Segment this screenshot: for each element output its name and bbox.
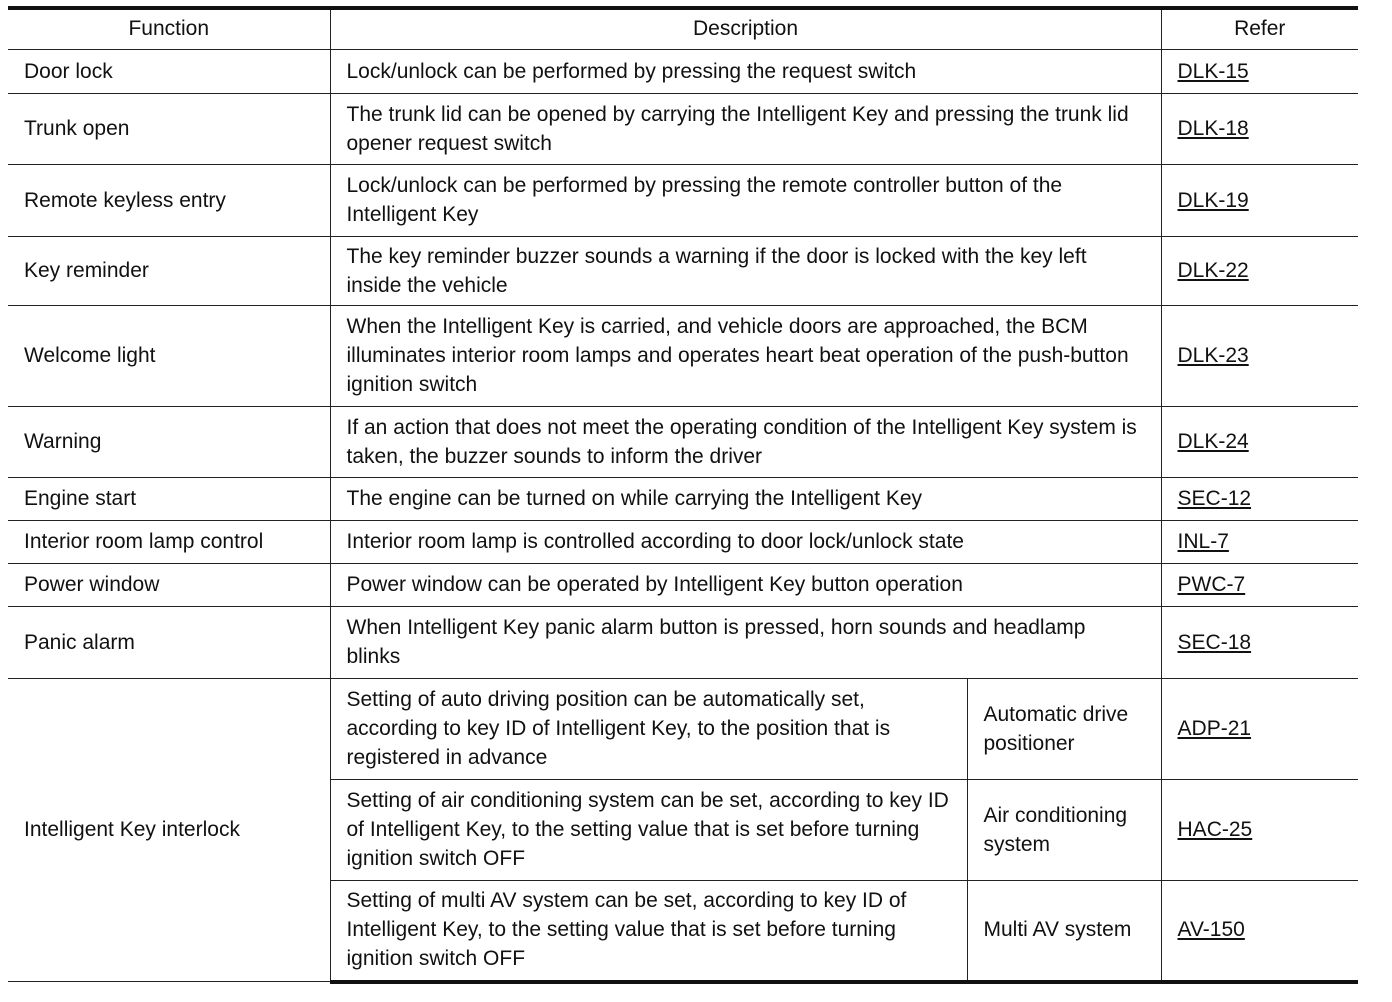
table-row (8, 478, 1358, 521)
refer-link[interactable]: DLK-22 (1177, 259, 1249, 282)
refer-cell (1161, 165, 1358, 237)
refer-link[interactable]: PWC-7 (1177, 573, 1246, 596)
description-cell: Interior room lamp is controlled according to door lock/unlock state (330, 521, 1161, 564)
table-row (8, 165, 1358, 237)
refer-link[interactable]: INL-7 (1177, 530, 1229, 553)
description-cell: When Intelligent Key panic alarm button is pressed, horn sounds and headlamp blinks (330, 607, 1161, 679)
description-cell: The engine can be turned on while carrying the Intelligent Key (330, 478, 1161, 521)
refer-link[interactable]: DLK-19 (1177, 188, 1249, 212)
description-cell: Setting of air conditioning system can be set, according to key ID of Intelligent Key, to the setting value that is set before turning ignition switch OFF (330, 780, 967, 881)
function-cell: Intelligent Key interlock (8, 679, 330, 982)
table-row (8, 237, 1358, 306)
function-cell: Engine start (8, 478, 330, 521)
refer-cell (1161, 306, 1358, 407)
function-cell: Interior room lamp control (8, 521, 330, 564)
refer-cell (1161, 50, 1358, 94)
description-cell: Setting of auto driving position can be automatically set, according to key ID of Intelligent Key, to the position that is registered in advance (330, 679, 967, 780)
system-cell: Automatic drive positioner (967, 679, 1161, 780)
refer-cell (1161, 407, 1358, 478)
refer-cell (1161, 94, 1358, 165)
function-cell: Trunk open (8, 94, 330, 165)
refer-cell (1161, 478, 1358, 521)
refer-link[interactable]: SEC-18 (1177, 630, 1252, 654)
table-row (8, 564, 1358, 607)
function-cell: Power window (8, 564, 330, 607)
refer-cell (1161, 881, 1358, 982)
header-refer: Refer (1161, 8, 1358, 50)
function-cell: Welcome light (8, 306, 330, 407)
header-description: Description (330, 8, 1161, 50)
refer-link[interactable]: DLK-23 (1177, 344, 1249, 367)
function-cell: Door lock (8, 50, 330, 94)
refer-link[interactable]: DLK-24 (1177, 430, 1249, 453)
function-cell: Warning (8, 407, 330, 478)
refer-cell (1161, 679, 1358, 780)
description-cell: If an action that does not meet the operating condition of the Intelligent Key system is taken, the buzzer sounds to inform the driver (330, 407, 1161, 478)
table-row (8, 306, 1358, 407)
description-cell: When the Intelligent Key is carried, and vehicle doors are approached, the BCM illuminates interior room lamps and operates heart beat operation of the push-button ignition switch (330, 306, 1161, 407)
table-row (8, 407, 1358, 478)
table-row (8, 50, 1358, 94)
table-row (8, 607, 1358, 679)
refer-link[interactable]: DLK-15 (1177, 59, 1249, 83)
refer-link[interactable]: AV-150 (1177, 918, 1245, 942)
function-cell: Remote keyless entry (8, 165, 330, 237)
description-cell: Setting of multi AV system can be set, according to key ID of Intelligent Key, to the setting value that is set before turning ignition switch OFF (330, 881, 967, 982)
refer-cell (1161, 237, 1358, 306)
description-cell: The key reminder buzzer sounds a warning if the door is locked with the key left inside the vehicle (330, 237, 1161, 306)
refer-link[interactable]: DLK-18 (1177, 117, 1249, 140)
refer-cell (1161, 607, 1358, 679)
function-cell: Key reminder (8, 237, 330, 306)
refer-cell (1161, 780, 1358, 881)
function-table (8, 6, 1358, 984)
header-function: Function (8, 8, 330, 50)
header-row (8, 8, 1358, 50)
refer-cell (1161, 521, 1358, 564)
description-cell: Lock/unlock can be performed by pressing the remote controller button of the Intelligent Key (330, 165, 1161, 237)
function-cell: Panic alarm (8, 607, 330, 679)
description-cell: The trunk lid can be opened by carrying the Intelligent Key and pressing the trunk lid opener request switch (330, 94, 1161, 165)
refer-link[interactable]: SEC-12 (1177, 487, 1252, 510)
refer-link[interactable]: ADP-21 (1177, 717, 1252, 740)
refer-cell (1161, 564, 1358, 607)
refer-link[interactable]: HAC-25 (1177, 818, 1253, 841)
system-cell: Multi AV system (967, 881, 1161, 982)
system-cell: Air conditioning system (967, 780, 1161, 881)
table-row (8, 94, 1358, 165)
table-row (8, 521, 1358, 564)
description-cell: Lock/unlock can be performed by pressing the request switch (330, 50, 1161, 94)
table-row (8, 679, 1358, 780)
description-cell: Power window can be operated by Intelligent Key button operation (330, 564, 1161, 607)
